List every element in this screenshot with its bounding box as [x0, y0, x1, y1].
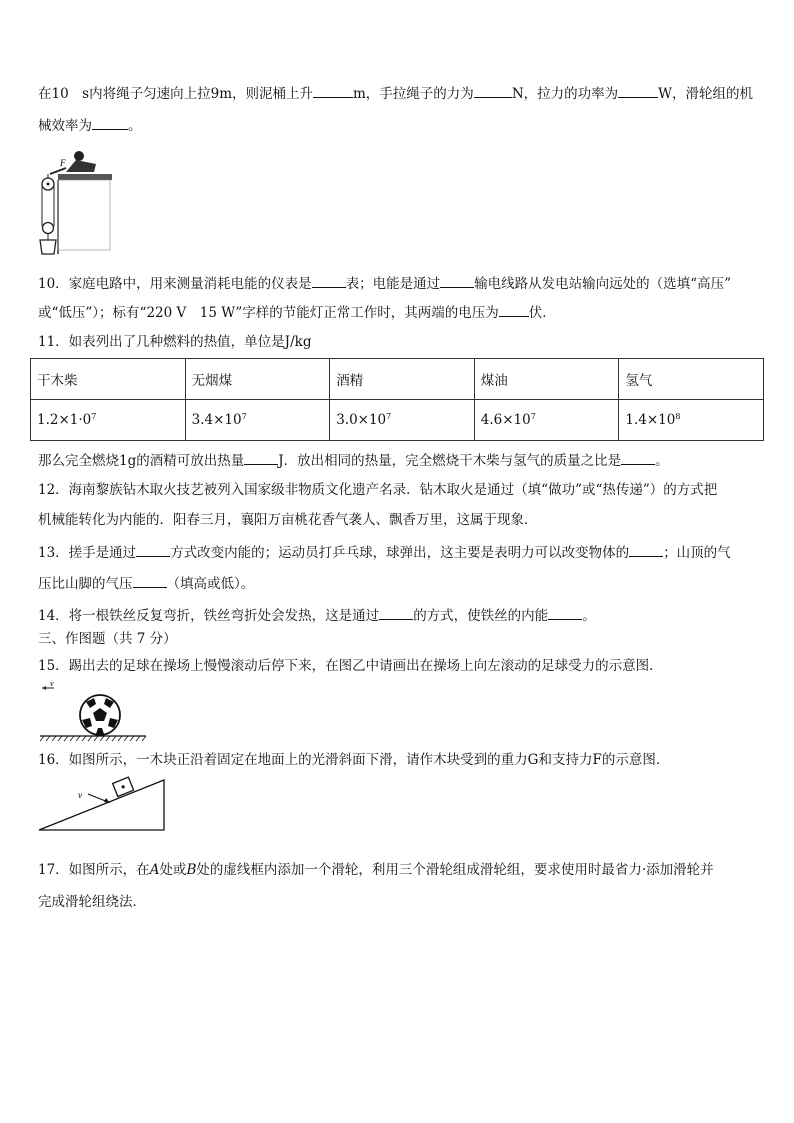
answer-blank[interactable] — [312, 274, 346, 288]
q16-text: 16．如图所示，一木块正沿着固定在地面上的光滑斜面下滑，请作木块受到的重力G和支持力F的示意图． — [38, 752, 670, 768]
table-cell: $4.6\times 10^7$ — [474, 400, 619, 441]
table-cell: $3.0\times 10^7$ — [330, 400, 475, 441]
answer-blank[interactable] — [379, 606, 413, 620]
q9-line2: 械效率为 。 — [38, 118, 142, 134]
table-header-cell: 无烟煤 — [185, 359, 330, 400]
fuel-heat-table — [30, 358, 764, 441]
q9-line1: 在10 s内将绳子匀速向上拉9m，则泥桶上升 m，手拉绳子的力为 N，拉力的功率为 W，滑轮组的机 — [38, 86, 754, 102]
answer-blank[interactable] — [133, 574, 167, 588]
q13-line2: 压比山脚的气压 （填高或低）。 — [38, 576, 255, 592]
q15-text: 15．踢出去的足球在操场上慢慢滚动后停下来，在图乙中请画出在操场上向左滚动的足球受力的示意图． — [38, 658, 663, 674]
answer-blank[interactable] — [499, 303, 529, 317]
table-header-cell: 氢气 — [619, 359, 764, 400]
table-header-cell: 酒精 — [330, 359, 475, 400]
q17-line1: 17．如图所示，在A处或B处的虚线框内添加一个滑轮，利用三个滑轮组成滑轮组，要求使用时最省力·添加滑轮并 — [38, 862, 714, 878]
answer-blank[interactable] — [621, 451, 655, 465]
answer-blank[interactable] — [92, 116, 128, 130]
incline-block-figure — [36, 774, 168, 834]
table-cell: $3.4\times 10^7$ — [185, 400, 330, 441]
table-header-row — [31, 359, 764, 400]
answer-blank[interactable] — [313, 84, 353, 98]
q12-line1: 12．海南黎族钻木取火技艺被列入国家级非物质文化遗产名录．钻木取火是通过（填“做功”或“热传递”）的方式把 — [38, 482, 718, 498]
answer-blank[interactable] — [440, 274, 474, 288]
answer-blank[interactable] — [244, 451, 278, 465]
answer-blank[interactable] — [474, 84, 512, 98]
q11-after: 那么完全燃烧1g的酒精可放出热量 J．放出相同的热量，完全燃烧干木柴与氢气的质量之比是 。 — [38, 453, 669, 469]
table-cell: $1.2\times 1\cdot 0^7$ — [31, 400, 186, 441]
table-header-cell: 干木柴 — [31, 359, 186, 400]
q13-line1: 13．搓手是通过 方式改变内能的；运动员打乒乓球，球弹出，这主要是表明力可以改变物体的 ；山顶的气 — [38, 545, 731, 561]
answer-blank[interactable] — [548, 606, 582, 620]
velocity-label: v — [50, 680, 54, 688]
velocity-label: v — [78, 790, 82, 800]
table-cell: $1.4\times 10^8$ — [619, 400, 764, 441]
q17-line2: 完成滑轮组绕法． — [38, 894, 146, 910]
table-row — [31, 400, 764, 441]
section-title: 三、作图题（共 7 分） — [38, 631, 177, 647]
q10-line1: 10．家庭电路中，用来测量消耗电能的仪表是 表；电能是通过 输电线路从发电站输向远处的（选填“高压” — [38, 276, 731, 292]
pulley-worker-figure — [36, 144, 112, 256]
q11-intro: 11．如表列出了几种燃料的热值，单位是J/kg — [38, 334, 312, 350]
answer-blank[interactable] — [136, 543, 170, 557]
q14-line1: 14．将一根铁丝反复弯折，铁丝弯折处会发热，这是通过 的方式，使铁丝的内能 。 — [38, 608, 596, 624]
force-label: F — [60, 158, 66, 168]
answer-blank[interactable] — [629, 543, 663, 557]
soccer-ball-figure — [36, 680, 148, 744]
answer-blank[interactable] — [618, 84, 658, 98]
q10-line2: 或“低压”）；标有“220 V 15 W”字样的节能灯正常工作时，其两端的电压为 伏． — [38, 305, 556, 321]
q12-line2: 机械能转化为内能的．阳春三月，襄阳万亩桃花香气袭人、飘香万里，这属于现象． — [38, 512, 538, 528]
table-header-cell: 煤油 — [474, 359, 619, 400]
